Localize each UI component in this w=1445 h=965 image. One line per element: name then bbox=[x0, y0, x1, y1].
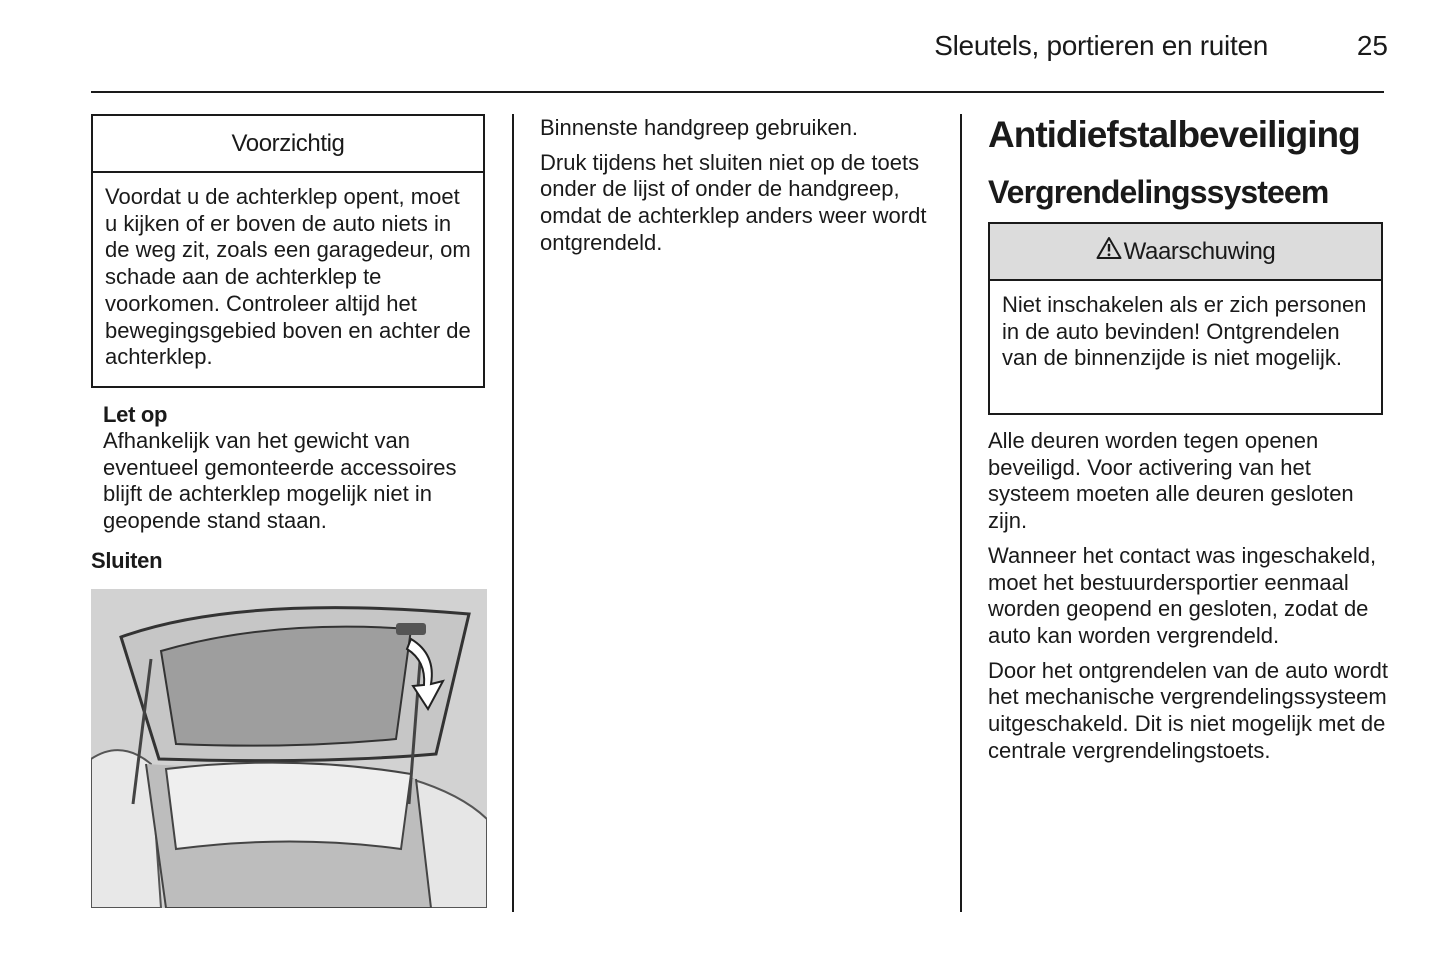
paragraph: Wanneer het contact was ingeschakeld, moet het bestuurdersportier eenmaal worden geopend en gesloten, zodat de auto kan worden vergrendeld. bbox=[988, 542, 1377, 648]
note-title: Let op bbox=[103, 402, 168, 427]
column-divider-right bbox=[960, 114, 962, 912]
paragraph: Druk tijdens het sluiten niet op de toets onder de lijst of onder de handgreep, omdat de achterklep anders weer wordt ontgrendeld. bbox=[540, 149, 927, 255]
paragraph: Door het ontgrendelen van de auto wordt het mechanische vergrendelingssysteem uitgeschakeld. Dit is niet mogelijk met de centrale vergrendelingstoets. bbox=[988, 657, 1388, 763]
warning-header bbox=[990, 224, 1381, 281]
paragraph: Binnenste handgreep gebruiken. bbox=[540, 115, 859, 140]
tailgate-closing-illustration bbox=[91, 589, 487, 908]
warning-text: Niet inschakelen als er zich personen in de auto bevinden! Ontgrendelen van de binnenzijde is niet mogelijk. bbox=[1002, 292, 1367, 371]
section-subheading: Vergrendelingssysteem bbox=[988, 174, 1329, 210]
closing-subheading: Sluiten bbox=[91, 548, 163, 573]
column-divider-left bbox=[512, 114, 514, 912]
middle-column-text bbox=[540, 115, 940, 257]
running-header-title: Sleutels, portieren en ruiten bbox=[934, 30, 1268, 61]
warning-box bbox=[988, 222, 1383, 415]
caution-title: Voorzichtig bbox=[93, 116, 483, 173]
header-rule bbox=[91, 91, 1384, 93]
page-number: 25 bbox=[1356, 30, 1388, 61]
note-block bbox=[103, 402, 487, 535]
caution-text: Voordat u de achterklep opent, moet u kijken of er boven de auto niets in de weg zit, zoals een garagedeur, om schade aan de achterklep te voorkomen. Controleer altijd het bewegingsgebied boven en achter de achterklep. bbox=[105, 184, 471, 370]
warning-title: Waarschuwing bbox=[1123, 237, 1276, 265]
note-text: Afhankelijk van het gewicht van eventueel gemonteerde accessoires blijft de achterklep mogelijk niet in geopende stand staan. bbox=[103, 428, 457, 534]
paragraph: Alle deuren worden tegen openen beveiligd. Voor activering van het systeem moeten alle deuren gesloten zijn. bbox=[988, 428, 1354, 534]
caution-box bbox=[91, 114, 485, 388]
warning-triangle-icon bbox=[1096, 236, 1122, 267]
section-heading: Antidiefstalbeveiliging bbox=[988, 114, 1360, 155]
right-column-text bbox=[988, 428, 1388, 764]
